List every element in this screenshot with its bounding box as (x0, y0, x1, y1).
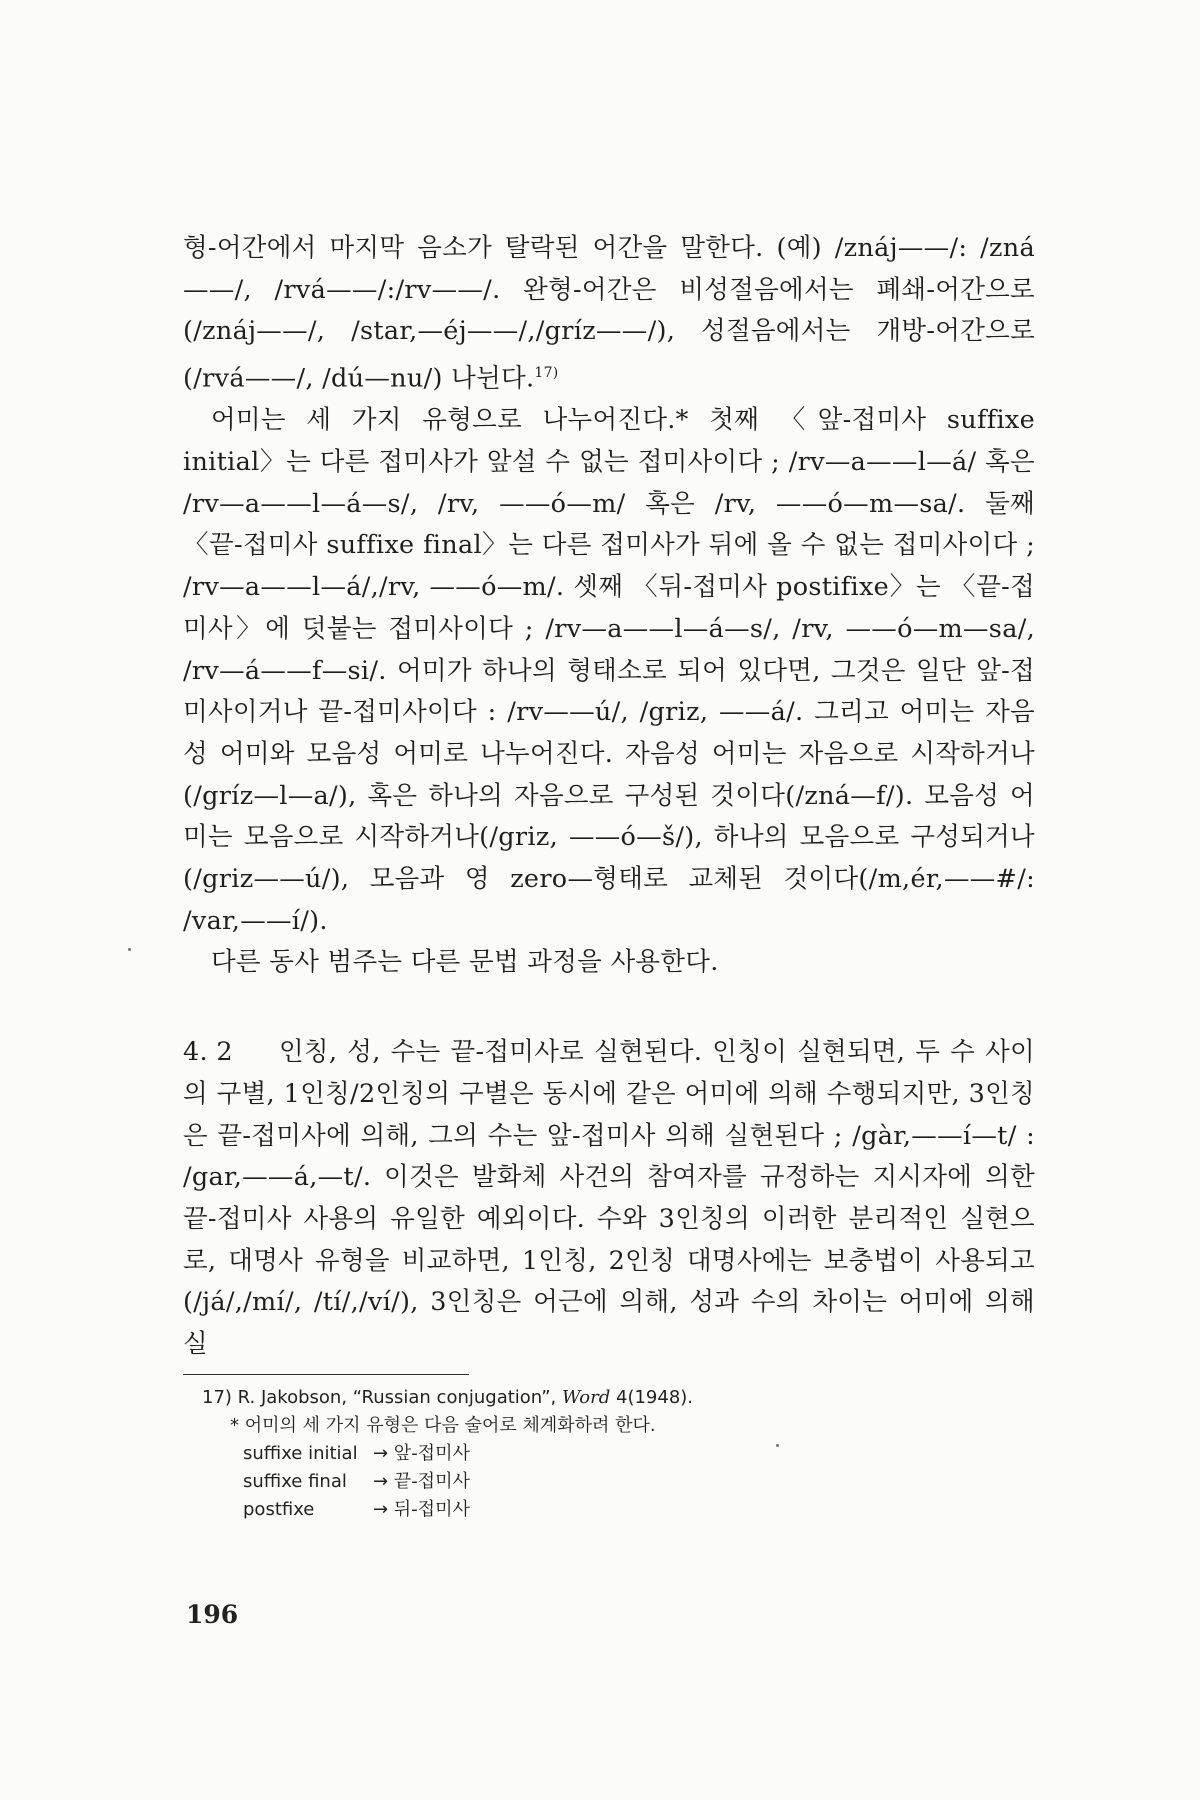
mapping-term: suffixe final (243, 1471, 347, 1492)
mapping-term: suffixe initial (243, 1443, 358, 1464)
paragraph-3: 다른 동사 범주는 다른 문법 과정을 사용한다. (211, 947, 719, 978)
paragraph-1-text: 형-어간에서 마지막 음소가 탈락된 어간을 말한다. (예) /znáj——/: /zná——/, /rvá——/:/rv——/. 완형-어간은 비성절음에서는 폐쇄-어간으로 (/znáj——/, /star,—éj——/,/gríz——/), 성절음에서는 개방-어간으로(/rvá——/, /dú—nu/) 나뉜다. (183, 233, 1035, 394)
mapping-target: → 뒤-접미사 (373, 1499, 470, 1520)
mapping-target: → 끝-접미사 (373, 1471, 470, 1492)
paragraph-2: 어미는 세 가지 유형으로 나누어진다.* 첫째 〈앞-접미사 suffixe initial〉는 다른 접미사가 앞설 수 없는 접미사이다 ; /rv—a——l—á/ 혹은 /rv—a——l—á—s/, /rv, ——ó—m/ 혹은 /rv, ——ó—m—sa/. 둘째 〈끝-접미사 suffixe final〉는 다른 접미사가 뒤에 올 수 없는 접미사이다 ; /rv—a——l—á/,/rv, ——ó—m/. 셋째 〈뒤-접미사 postifixe〉는 〈끝-접미사〉에 덧붙는 접미사이다 ; /rv—a——l—á—s/, /rv, ——ó—m—sa/, /rv—á——f—si/. 어미가 하나의 형태소로 되어 있다면, 그것은 일단 앞-접미사이거나 끝-접미사이다 : /rv——ú/, /griz, ——á/. 그리고 어미는 자음성 어미와 모음성 어미로 나누어진다. 자음성 어미는 자음으로 시작하거나(/gríz—l—a/), 혹은 하나의 자음으로 구성된 것이다(/zná—f/). 모음성 어미는 모음으로 시작하거나(/griz, ——ó—š/), 하나의 모음으로 구성되거나(/griz——ú/), 모음과 영 zero—형태로 교체된 것이다(/m,ér,——#/: /var,——í/). (183, 405, 1035, 936)
footnote-17-journal: Word (562, 1387, 611, 1408)
mapping-term: postfixe (243, 1499, 315, 1520)
footnote-17 (202, 1384, 962, 1412)
footnote-17-prefix: 17) R. Jakobson, “Russian conjugation”, (202, 1387, 557, 1408)
section-number: 4. 2 (183, 1037, 233, 1068)
section-4-2 (183, 1032, 1035, 1366)
body-text (183, 228, 1035, 1366)
scan-speck (776, 1444, 779, 1447)
scan-speck (128, 948, 131, 951)
footnote-ref-17: 17) (534, 365, 559, 382)
page-number: 196 (186, 1600, 239, 1629)
paragraph-1 (183, 228, 1035, 400)
paragraph-4: 인칭, 성, 수는 끝-접미사로 실현된다. 인칭이 실현되면, 두 수 사이의 구별, 1인칭/2인칭의 구별은 동시에 같은 어미에 의해 수행되지만, 3인칭은 끝-접미사에 의해, 그의 수는 앞-접미사 의해 실현된다 ; /gàr,——í—t/ : /gar,——á,—t/. 이것은 발화체 사건의 참여자를 규정하는 지시자에 의한 끝-접미사 사용의 유일한 예외이다. 수와 3인칭의 이러한 분리적인 실현으로, 대명사 유형을 비교하면, 1인칭, 2인칭 대명사에는 보충법이 사용되고(/já/,/mí/, /tí/,/ví/), 3인칭은 어근에 의해, 성과 수의 차이는 어미에 의해 실 (183, 1037, 1035, 1360)
mapping-target: → 앞-접미사 (373, 1443, 470, 1464)
mapping-row (202, 1496, 962, 1524)
mapping-row (202, 1440, 962, 1468)
footnotes (202, 1384, 962, 1524)
mapping-row (202, 1468, 962, 1496)
footnote-star: * 어미의 세 가지 유형은 다음 술어로 체계화하려 한다. (230, 1415, 656, 1436)
footnote-17-suffix: 4(1948). (616, 1387, 694, 1408)
footnote-divider (183, 1374, 469, 1375)
